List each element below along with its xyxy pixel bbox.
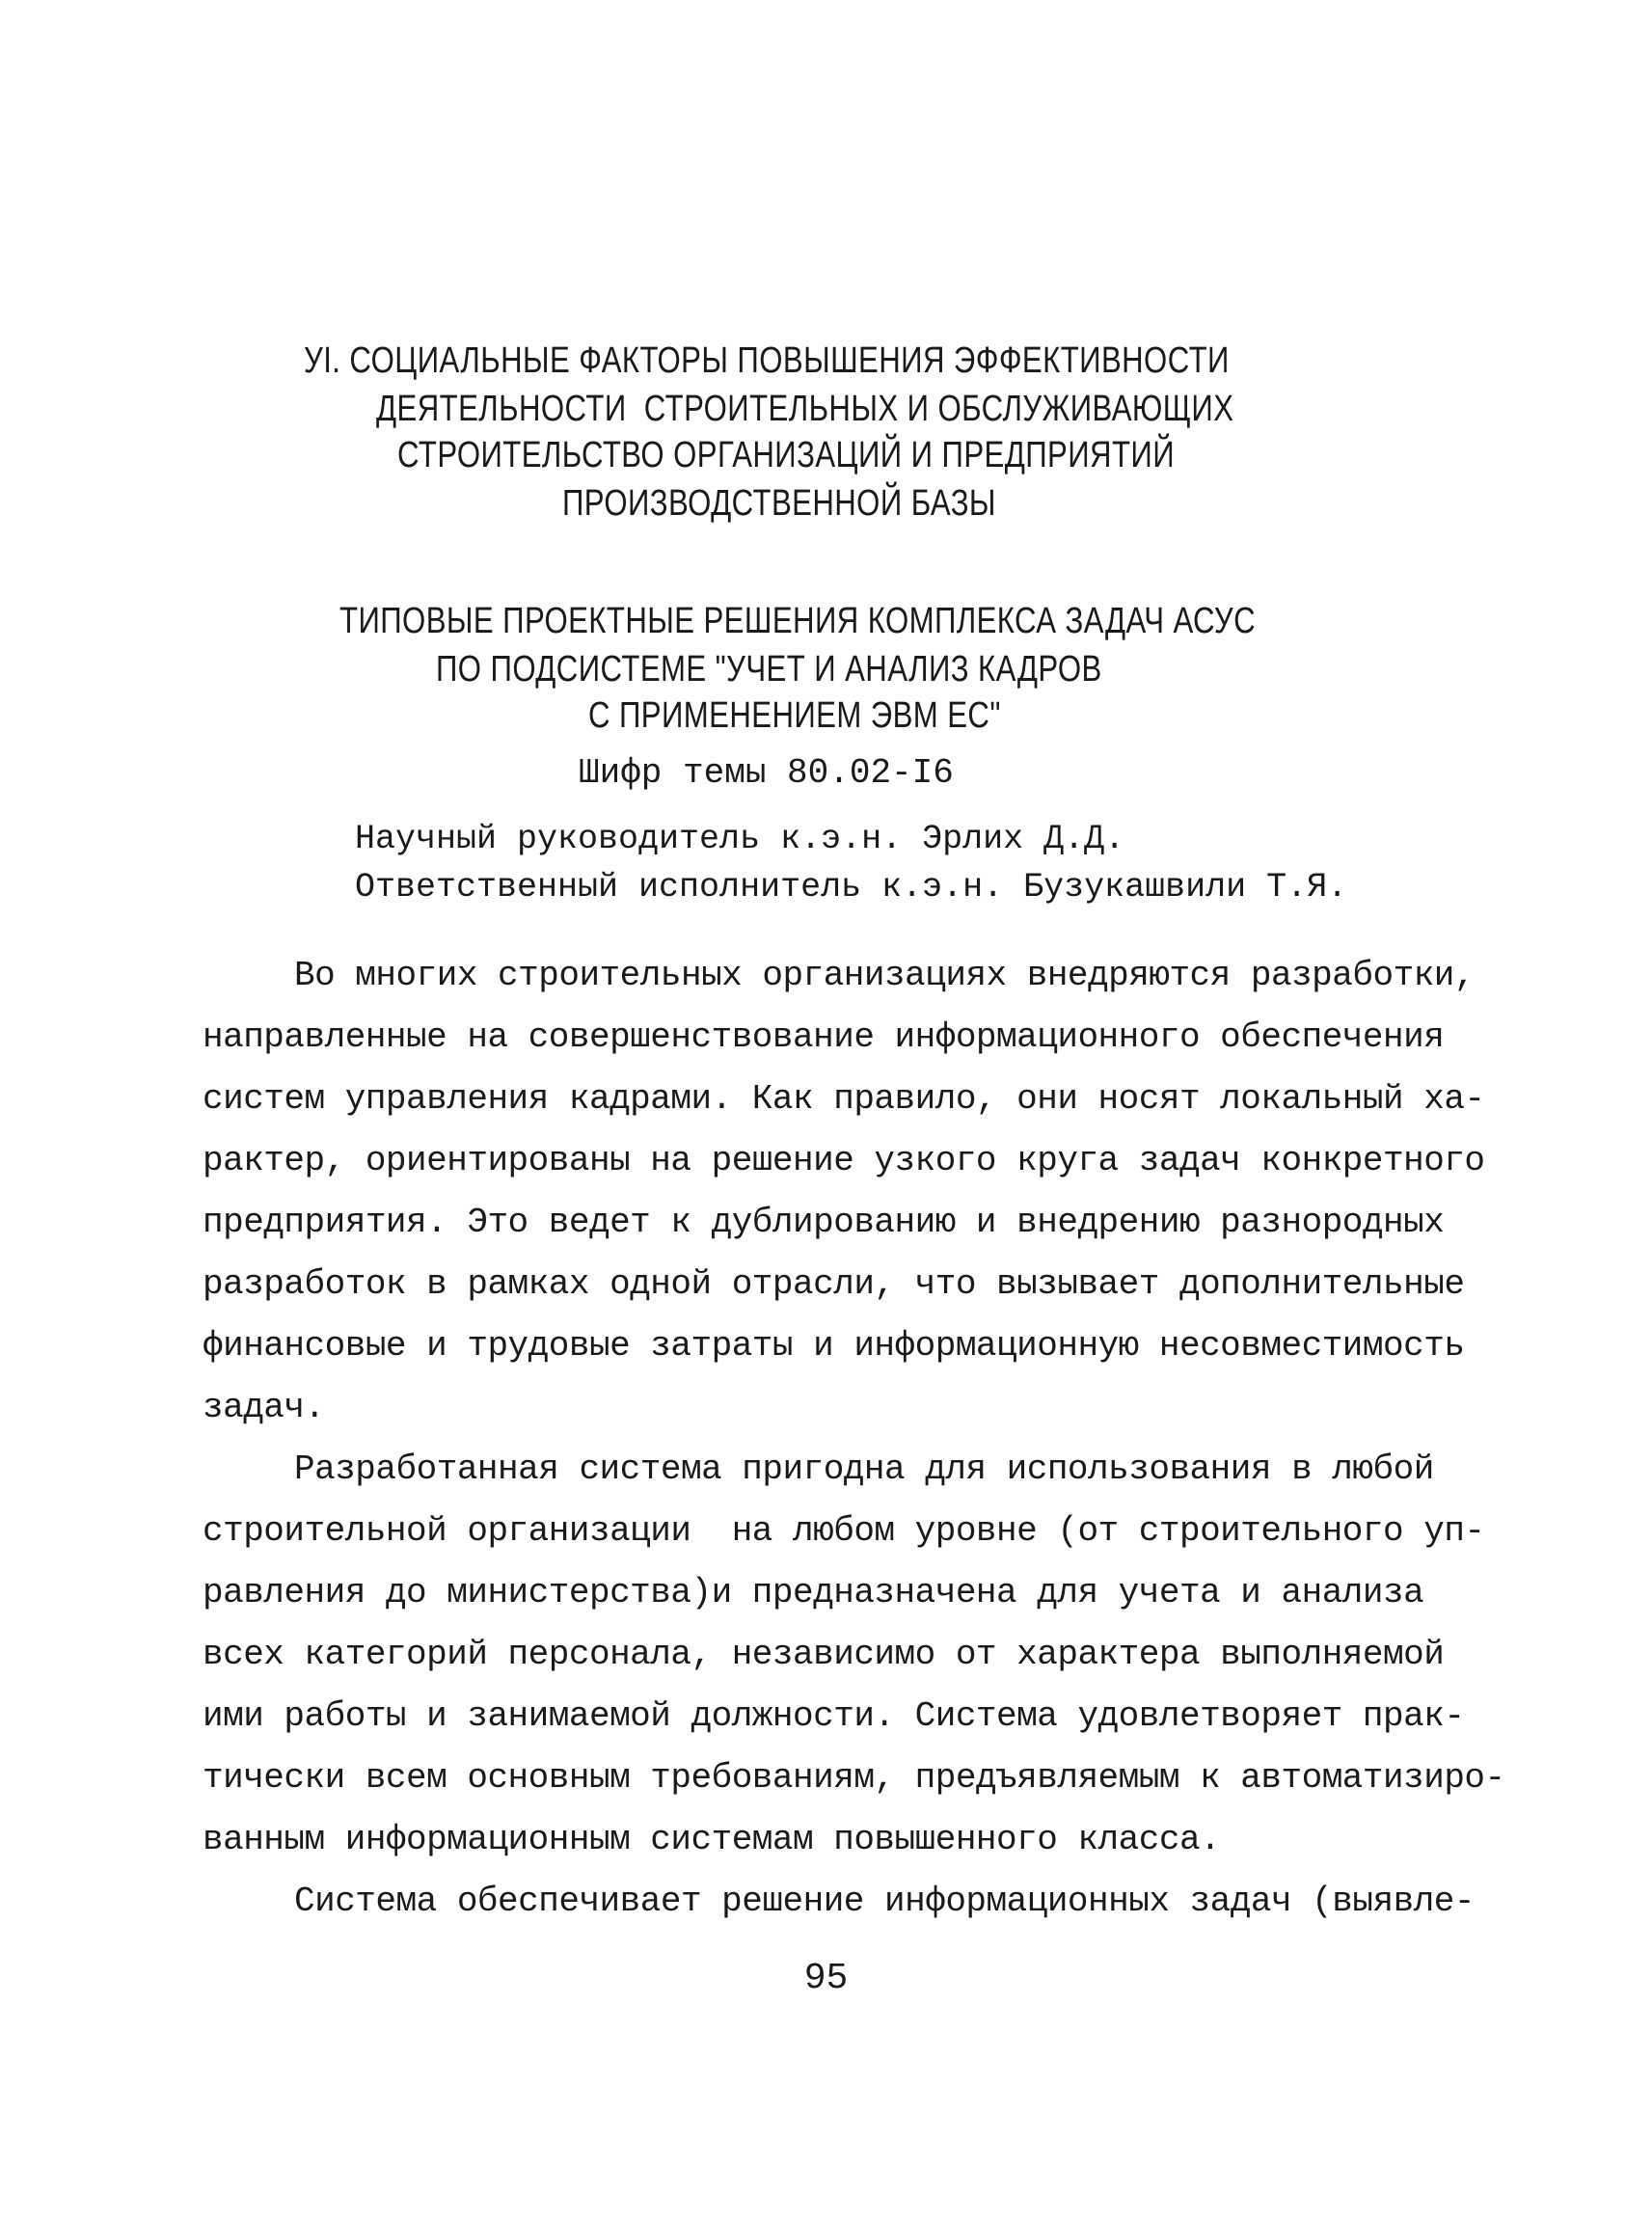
paragraph-line: равления до министерства)и предназначена для учета и анализа bbox=[203, 1573, 1424, 1612]
page-number: 95 bbox=[803, 1958, 849, 1999]
executor-credit: Ответственный исполнитель к.э.н. Бузукашвили Т.Я. bbox=[355, 868, 1348, 907]
paragraph-line: ванным информационным системам повышенного класса. bbox=[203, 1820, 1221, 1859]
section-heading-line: ДЕЯТЕЛЬНОСТИ СТРОИТЕЛЬНЫХ И ОБСЛУЖИВАЮЩИХ bbox=[376, 389, 1234, 429]
paragraph-line: разработок в рамках одной отрасли, что вызывает дополнительные bbox=[203, 1264, 1465, 1304]
paragraph-line: строительной организации на любом уровне (от строительного уп- bbox=[203, 1511, 1485, 1551]
paragraph-line: систем управления кадрами. Как правило, они носят локальный ха- bbox=[203, 1079, 1485, 1119]
paragraph-line: задач. bbox=[203, 1388, 325, 1427]
paragraph-line: рактер, ориентированы на решение узкого круга задач конкретного bbox=[203, 1141, 1485, 1180]
topic-code: Шифр темы 80.02-I6 bbox=[579, 753, 954, 793]
paragraph-line: ими работы и занимаемой должности. Система удовлетворяет прак- bbox=[203, 1696, 1465, 1736]
supervisor-credit: Научный руководитель к.э.н. Эрлих Д.Д. bbox=[355, 820, 1125, 858]
paragraph-line: предприятия. Это ведет к дублированию и внедрению разнородных bbox=[203, 1203, 1445, 1242]
paragraph-line: финансовые и трудовые затраты и информационную несовместимость bbox=[203, 1326, 1465, 1366]
paragraph-line: направленные на совершенствование информационного обеспечения bbox=[203, 1017, 1445, 1057]
paragraph-line: всех категорий персонала, независимо от характера выполняемой bbox=[203, 1635, 1445, 1674]
topic-heading-line: С ПРИМЕНЕНИЕМ ЭВМ ЕС" bbox=[588, 695, 1001, 736]
section-heading-line: УI. СОЦИАЛЬНЫЕ ФАКТОРЫ ПОВЫШЕНИЯ ЭФФЕКТИВНОСТИ bbox=[304, 340, 1230, 381]
paragraph-line: Разработанная система пригодна для использования в любой bbox=[294, 1449, 1434, 1489]
topic-heading-line: ПО ПОДСИСТЕМЕ "УЧЕТ И АНАЛИЗ КАДРОВ bbox=[436, 649, 1102, 690]
paragraph-line: Во многих строительных организациях внедряются разработки, bbox=[294, 956, 1476, 995]
paragraph-line: Система обеспечивает решение информационных задач (выявле- bbox=[294, 1882, 1476, 1921]
topic-heading-line: ТИПОВЫЕ ПРОЕКТНЫЕ РЕШЕНИЯ КОМПЛЕКСА ЗАДАЧ АСУС bbox=[339, 601, 1256, 641]
section-heading-line: СТРОИТЕЛЬСТВО ОРГАНИЗАЦИЙ И ПРЕДПРИЯТИЙ bbox=[397, 435, 1176, 475]
paragraph-line: тически всем основным требованиям, предъявляемым к автоматизиро- bbox=[203, 1758, 1505, 1798]
section-heading-line: ПРОИЗВОДСТВЕННОЙ БАЗЫ bbox=[562, 483, 996, 524]
